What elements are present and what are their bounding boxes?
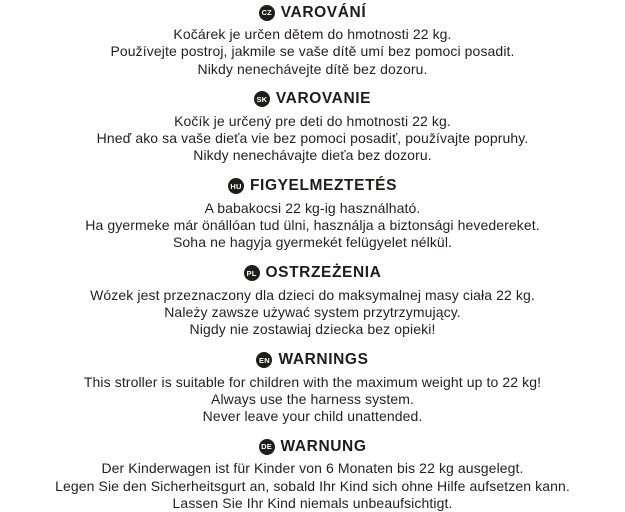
language-code: DE	[261, 442, 272, 452]
warning-line: Always use the harness system.	[211, 390, 414, 407]
warning-line: Der Kinderwagen ist für Kinder von 6 Monaten bis 22 kg ausgelegt.	[101, 460, 524, 477]
warning-line: Nigdy nie zostawiaj dziecka bez opieki!	[189, 321, 436, 338]
section-heading-pl	[0, 264, 625, 283]
warning-line: Nikdy nenechávajte dieťa bez dozoru.	[193, 147, 432, 164]
warning-section-hu	[0, 177, 625, 252]
warning-section-pl	[0, 264, 625, 339]
language-code: HU	[230, 181, 242, 191]
language-badge-hu-icon	[228, 178, 244, 194]
warning-line: Ha gyermeke már önállóan tud ülni, használja a biztonsági hevedereket.	[85, 217, 540, 234]
warning-line: Soha ne hagyja gyermekét felügyelet nélkül.	[172, 234, 453, 251]
warning-section-de	[0, 437, 625, 512]
warning-section-sk	[0, 90, 625, 165]
section-heading-sk	[0, 90, 625, 109]
section-heading-de	[0, 437, 625, 456]
section-heading-en	[0, 351, 625, 370]
warning-line: Never leave your child unattended.	[202, 408, 423, 425]
warning-line: Wózek jest przeznaczony dla dzieci do maksymalnej masy ciała 22 kg.	[90, 286, 535, 303]
warning-line: Należy zawsze używać system przytrzymujący.	[164, 303, 461, 320]
language-code: PL	[246, 268, 257, 278]
warning-line: A babakocsi 22 kg-ig használható.	[204, 199, 421, 216]
language-code: SK	[256, 94, 268, 104]
warning-line: Používejte postroj, jakmile se vaše dítě umí bez pomoci posadit.	[110, 43, 515, 60]
warning-line: Legen Sie den Sicherheitsgurt an, sobald Ihr Kind sich ohne Hilfe aufsetzen kann.	[55, 477, 570, 494]
warning-title: WARNUNG	[280, 437, 367, 455]
warning-title: VAROVÁNÍ	[280, 3, 367, 21]
language-badge-de-icon	[259, 439, 275, 455]
language-badge-cz-icon	[259, 5, 275, 21]
section-heading-hu	[0, 177, 625, 196]
language-code: EN	[259, 355, 270, 365]
warning-title: WARNINGS	[278, 351, 369, 369]
language-badge-sk-icon	[254, 91, 270, 107]
warning-title: OSTRZEŻENIA	[265, 264, 382, 282]
language-badge-pl-icon	[244, 265, 260, 281]
warning-section-en	[0, 351, 625, 426]
warning-title: VAROVANIE	[275, 90, 372, 108]
warning-line: Hneď ako sa vaše dieťa vie bez pomoci posadiť, používajte popruhy.	[96, 130, 529, 147]
language-code: CZ	[261, 8, 272, 17]
warning-line: Kočík je určený pre deti do hmotnosti 22 kg.	[174, 112, 451, 129]
warning-line: Nikdy nenechávejte dítě bez dozoru.	[197, 60, 428, 77]
warning-section-cz	[0, 3, 625, 78]
section-heading-cz	[0, 3, 625, 22]
language-badge-en-icon	[256, 352, 272, 368]
warning-line: Kočárek je určen dětem do hmotnosti 22 kg.	[173, 26, 452, 42]
warning-title: FIGYELMEZTETÉS	[249, 177, 398, 195]
warning-line: This stroller is suitable for children with the maximum weight up to 22 kg!	[83, 373, 542, 390]
warning-line: Lassen Sie Ihr Kind niemals unbeaufsichtigt.	[172, 495, 453, 512]
